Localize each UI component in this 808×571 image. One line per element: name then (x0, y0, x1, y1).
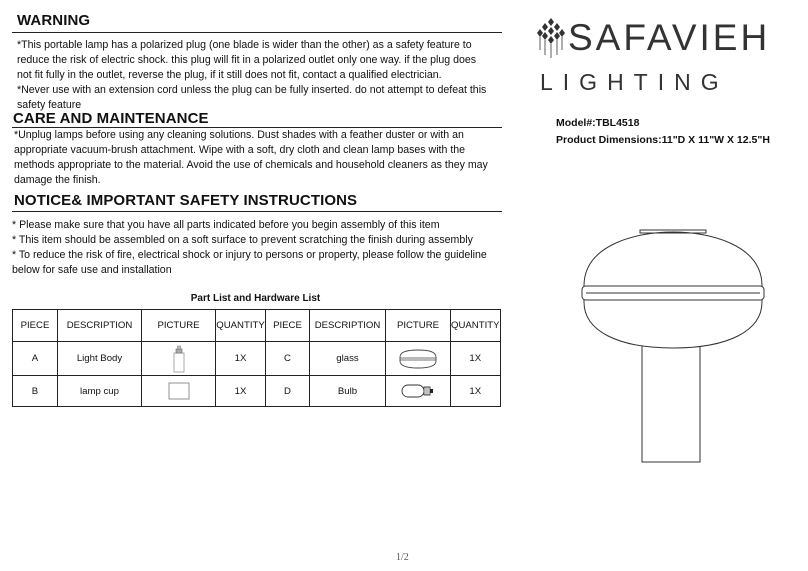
care-title: CARE AND MAINTENANCE (13, 110, 209, 127)
notice-line: * Please make sure that you have all parts indicated before you begin assembly of this item (12, 219, 440, 231)
warning-line: reduce the risk of electric shock. this plug will fit in a polarized outlet only one way. if the plug does (17, 54, 477, 66)
header-cell: DESCRIPTION (310, 310, 386, 342)
lamp-drawing-icon (578, 226, 768, 466)
care-line: damage the finish. (14, 174, 101, 186)
parts-table (12, 309, 501, 407)
care-line: *Unplug lamps before using any cleaning solutions. Dust shades with a feather duster or with an (14, 129, 464, 141)
header-cell: QUANTITY (451, 310, 501, 342)
table-row (13, 376, 501, 407)
quantity-cell: 1X (451, 342, 501, 376)
parts-caption: Part List and Hardware List (190, 293, 321, 304)
warning-line: *This portable lamp has a polarized plug (one blade is wider than the other) as a safety feature to (17, 39, 472, 51)
care-line: appropriate vacuum-brush attachment. Wipe with a soft, dry cloth and clean lamp bases with the (14, 144, 466, 156)
piece-cell: C (266, 342, 310, 376)
brand-name: SAFAVIEH (568, 17, 771, 58)
quantity-cell: 1X (451, 376, 501, 407)
bulb-icon (398, 382, 438, 400)
warning-line: not fit fully in the outlet, reverse the plug, if it still does not fit, contact a qualified electrician. (17, 69, 442, 81)
picture-cell (386, 376, 451, 407)
notice-rule (12, 211, 502, 212)
description-cell: glass (310, 342, 386, 376)
notice-line: * To reduce the risk of fire, electrical shock or injury to persons or property, please follow the guideline (12, 249, 487, 261)
header-cell: PICTURE (142, 310, 216, 342)
notice-line: * This item should be assembled on a soft surface to prevent scratching the finish during assembly (12, 234, 473, 246)
picture-cell (386, 342, 451, 376)
care-line: methods appropriate to the material. Avoid the use of chemicals and household cleaners as they may (14, 159, 488, 171)
warning-line: safety feature (17, 99, 82, 111)
care-text (14, 128, 504, 188)
description-cell: lamp cup (58, 376, 142, 407)
product-dimensions: Product Dimensions:11"D X 11"W X 12.5"H (556, 134, 770, 146)
header-cell: PICTURE (386, 310, 451, 342)
picture-cell (142, 376, 216, 407)
header-cell: DESCRIPTION (58, 310, 142, 342)
warning-rule (12, 32, 502, 33)
warning-line: *Never use with an extension cord unless the plug can be fully inserted. do not attempt to defeat this (17, 84, 487, 96)
notice-line: below for safe use and installation (12, 264, 172, 276)
piece-cell: B (13, 376, 58, 407)
header-cell: QUANTITY (216, 310, 266, 342)
light-body-icon (166, 345, 192, 373)
warning-text (17, 38, 507, 113)
picture-cell (142, 342, 216, 376)
piece-cell: A (13, 342, 58, 376)
warning-title: WARNING (17, 12, 91, 29)
quantity-cell: 1X (216, 342, 266, 376)
table-row (13, 342, 501, 376)
quantity-cell: 1X (216, 376, 266, 407)
brand-subtitle: LIGHTING (540, 69, 729, 95)
notice-title: NOTICE& IMPORTANT SAFETY INSTRUCTIONS (14, 192, 358, 209)
lamp-cup-icon (167, 381, 191, 401)
table-header-row (13, 310, 501, 342)
description-cell: Light Body (58, 342, 142, 376)
page-number: 1/2 (396, 552, 409, 563)
chandelier-logo-icon (536, 17, 566, 59)
description-cell: Bulb (310, 376, 386, 407)
header-cell: PIECE (266, 310, 310, 342)
glass-shade-icon (396, 348, 440, 370)
notice-text (12, 218, 507, 278)
piece-cell: D (266, 376, 310, 407)
model-number: Model#:TBL4518 (556, 117, 640, 129)
header-cell: PIECE (13, 310, 58, 342)
